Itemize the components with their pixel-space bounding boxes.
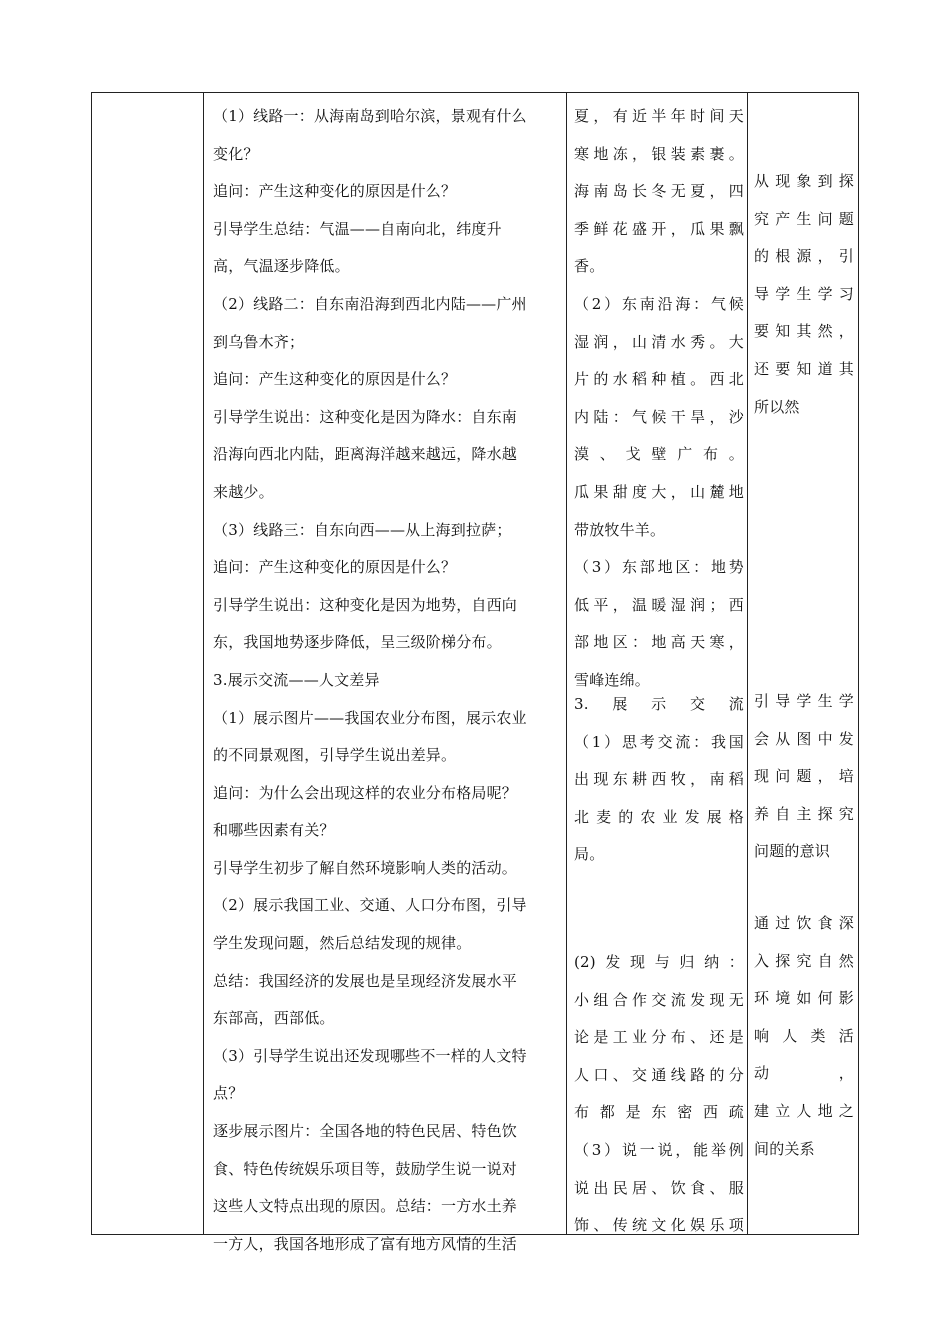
- text-line: 食、特色传统娱乐项目等，鼓励学生说一说对: [213, 1159, 518, 1178]
- text-line: 片的水稻种植。西北: [574, 370, 744, 389]
- text-line: （2）东南沿海：气候: [574, 295, 744, 313]
- text-line: （2）线路二：自东南沿海到西北内陆——广州: [213, 294, 527, 313]
- text-line: 饰、传统文化娱乐项: [574, 1216, 744, 1235]
- text-line: 总结：我国经济的发展也是呈现经济发展水平: [213, 971, 518, 990]
- stage-column: [92, 93, 203, 1234]
- text-line: 海南岛长冬无夏，四: [574, 182, 744, 201]
- text-line: （2）展示我国工业、交通、人口分布图，引导: [213, 896, 527, 915]
- text-line: 追问：为什么会出现这样的农业分布格局呢？: [213, 783, 518, 802]
- text-line: 局。: [574, 845, 605, 864]
- text-line: 说出民居、饮食、服: [574, 1178, 744, 1197]
- text-line: 论是工业分布、还是: [574, 1028, 744, 1047]
- text-line: （1）展示图片——我国农业分布图，展示农业: [213, 708, 527, 727]
- text-line: 会从图中发: [754, 729, 854, 748]
- text-line: 响人类活: [754, 1026, 854, 1045]
- text-line: 追问：产生这种变化的原因是什么？: [213, 182, 457, 201]
- text-line: （3）说一说，能举例: [574, 1140, 744, 1159]
- text-line: （1）线路一：从海南岛到哈尔滨，景观有什么: [213, 107, 527, 125]
- text-line: 引导学生说出：这种变化是因为地势，自西向: [213, 595, 518, 614]
- text-line: 变化？: [213, 144, 259, 163]
- text-line: 究产生问题: [754, 209, 854, 228]
- column-divider: [203, 93, 204, 1234]
- design-intent-block-3: [754, 905, 854, 1168]
- design-intent-block-2: [754, 683, 854, 871]
- text-line: (2)发现与归纳：: [574, 953, 744, 971]
- text-line: 部地区：地高天寒，: [574, 633, 744, 652]
- text-line: 人口、交通线路的分: [574, 1065, 744, 1084]
- design-intent-block-1: [754, 163, 854, 426]
- text-line: 引导学生学: [754, 692, 854, 710]
- text-line: 出现东耕西牧，南稻: [574, 770, 744, 789]
- teacher-activity-column: [213, 93, 563, 1263]
- text-line: 雪峰连绵。: [574, 670, 651, 689]
- text-line: 环境如何影: [754, 989, 854, 1008]
- text-line: 布都是东密西疏: [574, 1103, 744, 1122]
- text-line: 追问：产生这种变化的原因是什么？: [213, 558, 457, 577]
- column-divider: [566, 93, 567, 1234]
- text-line: 现问题，培: [754, 767, 854, 786]
- text-line: 北麦的农业发展格: [574, 807, 744, 826]
- student-activity-block-5: [574, 944, 744, 1245]
- text-line: （3）东部地区：地势: [574, 558, 744, 576]
- text-line: 点？: [213, 1084, 244, 1103]
- text-line: 引导学生说出：这种变化是因为降水：自东南: [213, 407, 518, 426]
- text-line: 还要知道其: [754, 359, 854, 378]
- text-line: 沿海向西北内陆，距离海洋越来越远，降水越: [213, 445, 518, 464]
- text-line: （3）引导学生说出还发现哪些不一样的人文特: [213, 1046, 527, 1065]
- text-line: 东，我国地势逐步降低，呈三级阶梯分布。: [213, 633, 502, 652]
- text-line: 低平，温暖湿润；西: [574, 595, 744, 614]
- text-line: 高，气温逐步降低。: [213, 257, 350, 276]
- text-line: 瓜果甜度大，山麓地: [574, 482, 744, 501]
- text-line: 一方人，我国各地形成了富有地方风情的生活: [213, 1234, 518, 1253]
- text-line: 来越少。: [213, 482, 274, 501]
- text-line: 引导学生总结：气温——自南向北，纬度升: [213, 219, 502, 238]
- text-line: 入探究自然: [754, 951, 854, 970]
- text-line: 夏，有近半年时间天: [574, 107, 744, 125]
- text-line: 湿润，山清水秀。大: [574, 332, 744, 351]
- text-line: 追问：产生这种变化的原因是什么？: [213, 370, 457, 389]
- text-line: 3.展示交流——人文差异: [213, 670, 380, 689]
- text-line: 的不同景观图，引导学生说出差异。: [213, 746, 457, 765]
- text-line: 问题的意识: [754, 842, 831, 861]
- text-line: 季鲜花盛开，瓜果飘: [574, 219, 744, 238]
- text-line: 引导学生初步了解自然环境影响人类的活动。: [213, 858, 518, 877]
- text-line: 要知其然，: [754, 322, 854, 341]
- text-line: 这些人文特点出现的原因。总结：一方水土养: [213, 1197, 518, 1216]
- text-line: 漠、戈壁广布。: [574, 445, 744, 464]
- text-line: 养自主探究: [754, 804, 854, 823]
- text-line: 建立人地之: [754, 1101, 854, 1120]
- text-line: 逐步展示图片：全国各地的特色民居、特色饮: [213, 1122, 518, 1141]
- student-activity-block-4: [574, 686, 744, 874]
- text-line: 带放牧牛羊。: [574, 520, 666, 539]
- text-line: 香。: [574, 257, 605, 276]
- lesson-plan-table: [91, 92, 859, 1253]
- text-line: 和哪些因素有关？: [213, 821, 335, 840]
- column-divider: [747, 93, 748, 1234]
- student-activity-block-3: [574, 549, 744, 699]
- text-line: 内陆：气候干旱，沙: [574, 407, 744, 426]
- text-line: 寒地冻，银装素裹。: [574, 144, 744, 163]
- text-line: 从现象到探: [754, 172, 854, 190]
- text-line: 东部高，西部低。: [213, 1009, 335, 1028]
- text-line: （3）线路三：自东向西——从上海到拉萨；: [213, 520, 512, 539]
- text-line: 到乌鲁木齐；: [213, 332, 305, 351]
- student-activity-block-1: [574, 98, 744, 286]
- text-line: （1）思考交流：我国: [574, 732, 744, 751]
- text-line: 学生发现问题，然后总结发现的规律。: [213, 934, 472, 953]
- text-line: 所以然: [754, 397, 800, 416]
- text-line: 动，: [754, 1064, 854, 1083]
- text-line: 小组合作交流发现无: [574, 990, 744, 1009]
- text-line: 通过饮食深: [754, 914, 854, 932]
- text-line: 的根源，引: [754, 247, 854, 266]
- text-line: 导学生学习: [754, 284, 854, 303]
- student-activity-block-2: [574, 286, 744, 549]
- text-line: 间的关系: [754, 1139, 815, 1158]
- text-line: 3.展示交流: [574, 695, 744, 713]
